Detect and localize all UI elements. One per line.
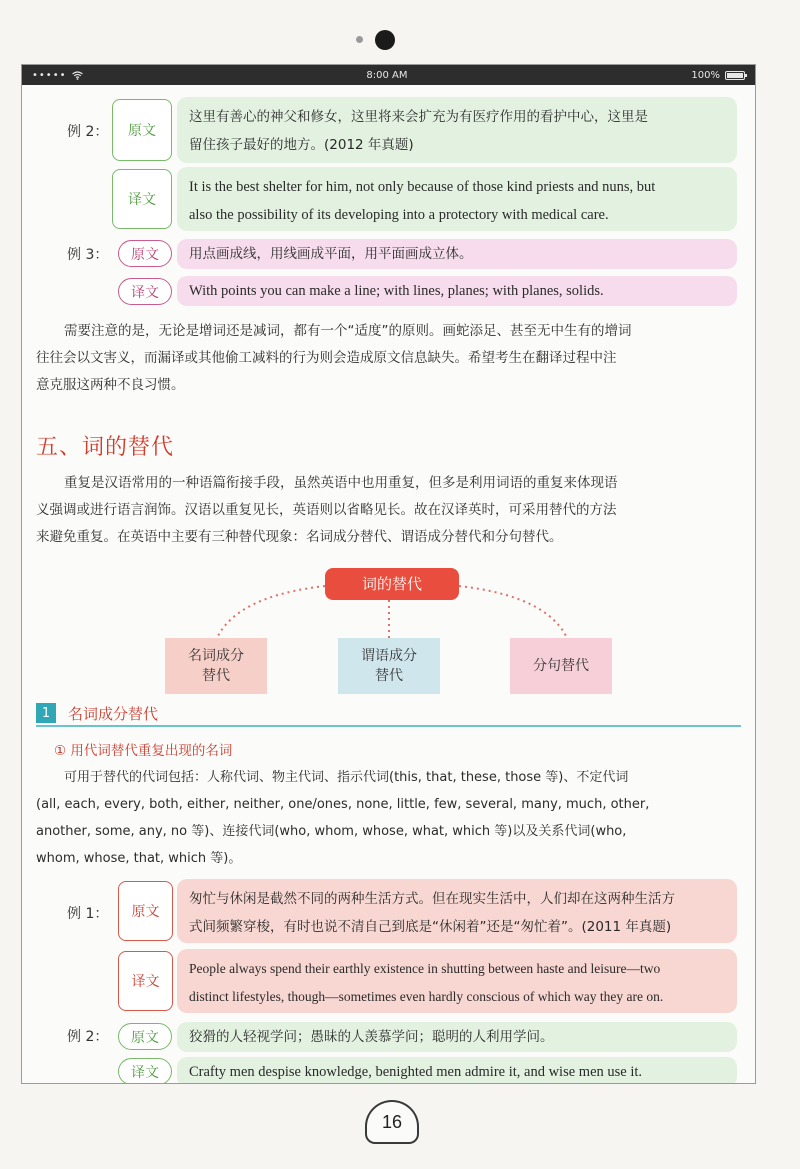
note-paragraph (36, 318, 736, 399)
paragraph-line: 往往会以文害义，而漏译或其他偷工减料的行为则会造成原文信息缺失。希望考生在翻译过程中注 (36, 350, 617, 366)
source-tag: 原文 (118, 1023, 172, 1050)
page-content (22, 85, 756, 1084)
translation-tag: 译文 (118, 1058, 172, 1084)
source-text-panel (177, 97, 737, 163)
page-number: 16 (365, 1100, 419, 1144)
point-title: ① 用代词替代重复出现的名词 (54, 743, 233, 759)
example-label: 例 1： (67, 906, 109, 922)
source-tag: 原文 (118, 240, 172, 267)
source-line: 这里有善心的神父和修女，这里将来会扩充为有医疗作用的看护中心，这里是 (189, 109, 648, 125)
paragraph-line: 意克服这两种不良习惯。 (36, 377, 185, 393)
subsection-title: 名词成分替代 (68, 705, 159, 723)
diagram-node-noun (165, 638, 267, 694)
status-time: 8:00 AM (366, 69, 408, 81)
tablet-screen (21, 64, 756, 1084)
translation-text-panel (177, 167, 737, 231)
battery-percent: 100% (691, 69, 720, 81)
example-label: 例 3： (67, 247, 109, 263)
subsection-heading (36, 703, 741, 727)
node-line: 替代 (202, 668, 230, 684)
source-text-panel: 用点画成线，用线画成平面，用平面画成立体。 (177, 239, 737, 269)
page-dot-active[interactable] (375, 30, 395, 50)
diagram-node-clause: 分句替代 (510, 638, 612, 694)
signal-strength: ••••• (32, 69, 67, 81)
example-label: 例 2： (67, 1029, 109, 1045)
status-bar (22, 65, 755, 85)
translation-line: also the possibility of its developing into a protectory with medical care. (189, 207, 609, 223)
pronoun-paragraph (36, 764, 736, 872)
translation-text-panel: With points you can make a line; with lines, planes; with planes, solids. (177, 276, 737, 306)
source-line: 匆忙与休闲是截然不同的两种生活方式。但在现实生活中，人们却在这两种生活方 (189, 891, 675, 907)
translation-line: People always spend their earthly existence in shutting between haste and leisure—two (189, 961, 661, 976)
diagram-node-predicate (338, 638, 440, 694)
translation-tag: 译文 (118, 951, 173, 1011)
paragraph-line: 可用于替代的代词包括：人称代词、物主代词、指示代词(this, that, these, those 等)、不定代词 (64, 770, 629, 785)
source-tag: 原文 (118, 881, 173, 941)
translation-text-panel (177, 949, 737, 1013)
diagram-root: 词的替代 (325, 568, 459, 600)
paragraph-line: 需要注意的是，无论是增词还是减词，都有一个“适度”的原则。画蛇添足、甚至无中生有的增词 (64, 323, 632, 339)
paragraph-line: 义强调或进行语言润饰。汉语以重复见长，英语则以省略见长。故在汉译英时，可采用替代的方法 (36, 502, 617, 518)
translation-tag: 译文 (118, 278, 172, 305)
wifi-icon (72, 71, 83, 80)
source-line: 式间频繁穿梭，有时也说不清自己到底是“休闲着”还是“匆忙着”。(2011 年真题) (189, 919, 672, 935)
source-text-panel (177, 879, 737, 943)
paragraph-line: 来避免重复。在英语中主要有三种替代现象：名词成分替代、谓语成分替代和分句替代。 (36, 529, 563, 545)
section-title: 五、词的替代 (36, 435, 175, 460)
example-label: 例 2： (67, 124, 109, 140)
source-line: 留住孩子最好的地方。(2012 年真题) (189, 137, 414, 153)
translation-tag: 译文 (112, 169, 172, 229)
translation-line: distinct lifestyles, though—sometimes even hardly conscious of which way they are on. (189, 989, 664, 1004)
node-line: 名词成分 (188, 648, 244, 664)
translation-line: It is the best shelter for him, not only because of those kind priests and nuns, but (189, 179, 656, 195)
paragraph-line: (all, each, every, both, either, neither, one/ones, none, little, few, several, many, much, other, (36, 797, 650, 812)
node-line: 替代 (375, 668, 403, 684)
paragraph-line: whom, whose, that, which 等)。 (36, 851, 242, 866)
page-dot-inactive[interactable] (356, 36, 363, 43)
page-indicator (0, 28, 800, 52)
translation-text-panel: Crafty men despise knowledge, benighted men admire it, and wise men use it. (177, 1057, 737, 1084)
paragraph-line: 重复是汉语常用的一种语篇衔接手段，虽然英语中也用重复，但多是利用词语的重复来体现语 (64, 475, 618, 491)
battery-icon (725, 71, 745, 80)
paragraph-line: another, some, any, no 等)、连接代词(who, whom, whose, what, which 等)以及关系代词(who, (36, 824, 627, 839)
node-line: 谓语成分 (361, 648, 417, 664)
intro-paragraph (36, 470, 736, 551)
source-text-panel: 狡猾的人轻视学问；愚昧的人羡慕学问；聪明的人利用学问。 (177, 1022, 737, 1052)
substitution-diagram (22, 568, 756, 698)
subsection-number: 1 (36, 703, 56, 723)
source-tag: 原文 (112, 99, 172, 161)
